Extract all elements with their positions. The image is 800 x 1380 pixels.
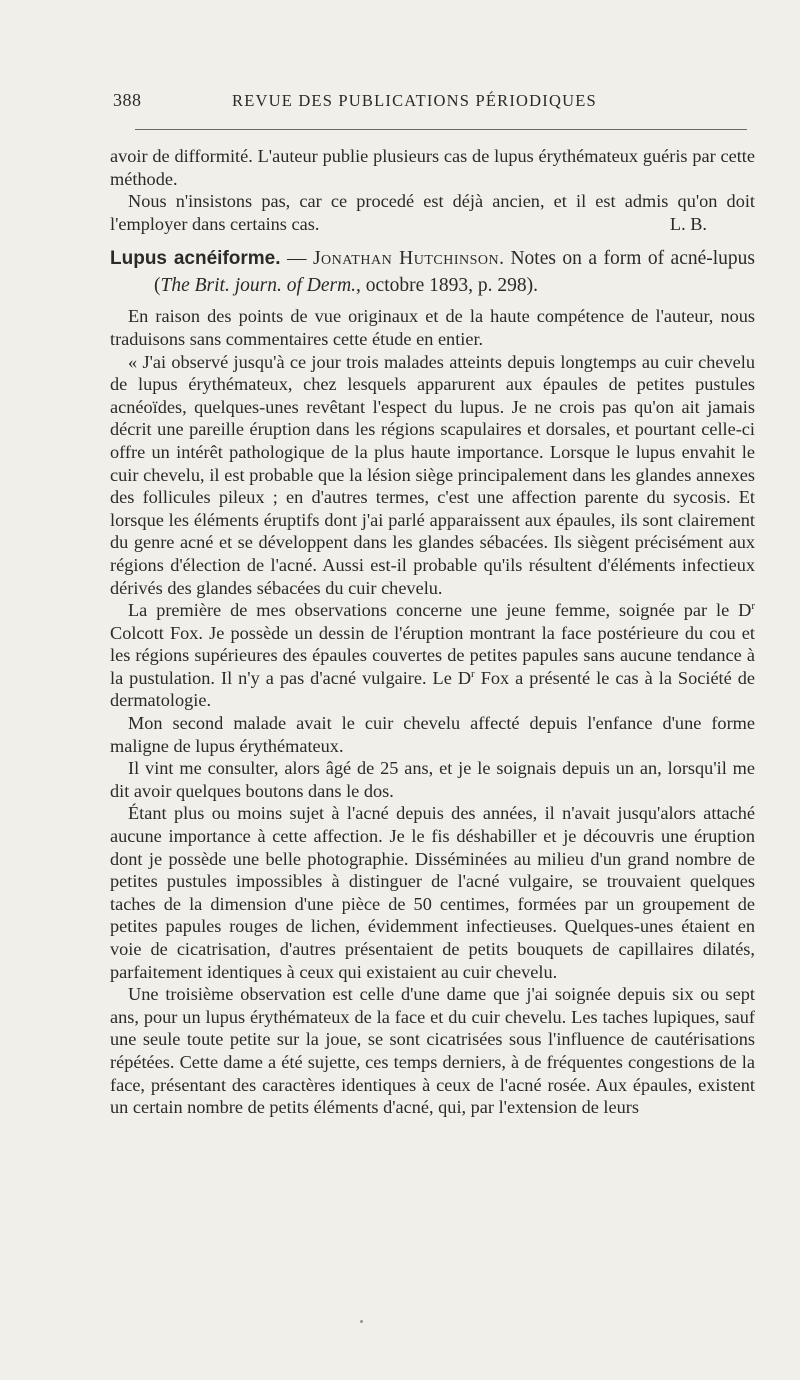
paragraph-text: La première de mes observations concerne une jeune femme, soignée par le D bbox=[128, 600, 752, 621]
running-title: REVUE DES PUBLICATIONS PÉRIODIQUES bbox=[232, 91, 597, 110]
paragraph: Étant plus ou moins sujet à l'acné depuis des années, il n'avait jusqu'alors attaché aucune importance à cette affection. Je le fis déshabiller et je découvris une éruption dont je possède une belle photographie. Disséminées au milieu d'un grand nombre de petites pustules impossibles à distinguer de l'acné vulgaire, se trouvaient quelques taches de la dimension d'une pièce de 50 centimes, formées par un groupement de petites papules rouges de lichen, évidemment infectieuses. Quelques-unes étaient en voie de cicatrisation, d'autres présentaient de petits bouquets de capillaires dilatés, parfaitement identiques à ceux qui existaient au cuir chevelu. bbox=[110, 803, 755, 982]
paragraph-text: Colcott Fox. Je possède un dessin de l'éruption montrant la face postérieure du cou et les régions supérieures des épaules couvertes de petites papules sans aucune tendance à la pustulation. Il n'y a pas d'acné vulgaire. Le D bbox=[110, 622, 755, 688]
title-text: . Notes on a form of acné-lupus ( bbox=[154, 248, 756, 297]
page-header bbox=[113, 90, 753, 116]
article-title-block bbox=[110, 245, 755, 299]
paragraph-text: Nous n'insistons pas, car ce procedé est déjà ancien, et il est admis qu'on doit l'employer dans certains cas. bbox=[110, 191, 755, 234]
title-dash: — bbox=[280, 248, 313, 270]
superscript: r bbox=[471, 667, 475, 680]
paragraph: avoir de difformité. L'auteur publie plusieurs cas de lupus érythémateux guéris par cette méthode. bbox=[110, 146, 755, 189]
paragraph-text: Fox a présenté le cas à la Société de dermatologie. bbox=[110, 667, 755, 711]
article-heading: Lupus acnéiforme. bbox=[110, 248, 281, 270]
paragraph: Mon second malade avait le cuir chevelu affecté depuis l'enfance d'une forme maligne de lupus érythémateux. bbox=[110, 713, 755, 756]
article-body bbox=[110, 145, 755, 1119]
article-title bbox=[110, 245, 755, 299]
paragraph: En raison des points de vue originaux et de la haute compétence de l'auteur, nous traduisons sans commentaires cette étude en entier. bbox=[110, 306, 755, 349]
paragraph-signed bbox=[110, 190, 755, 235]
paragraph bbox=[110, 599, 755, 712]
signature: L. B. bbox=[669, 213, 707, 234]
header-rule bbox=[135, 129, 747, 130]
paragraph: « J'ai observé jusqu'à ce jour trois malades atteints depuis longtemps au cuir chevelu de lupus érythémateux, chez lesquels apparurent aux épaules de petites pustules acnéoïdes, quelques-unes revêtant l'espect du lupus. Je ne crois pas qu'on ait jamais décrit une pareille éruption dans les régions scapulaires et dorsales, et pourtant celle-ci offre un intérêt pathologique de la plus haute importance. Lorsque le lupus envahit le cuir chevelu, il est probable que la lésion siège principalement dans les glandes annexes des follicules pileux ; en d'autres termes, c'est une affection parente du sycosis. Et lorsque les éléments éruptifs dont j'ai parlé apparaissent aux épaules, ils sont clairement du genre acné et se développent dans les glandes sébacées. Ils siègent précisément aux régions d'élection de l'acné. Aussi est-il probable qu'ils résultent d'éléments infectieux dérivés des glandes sébacées du cuir chevelu. bbox=[110, 351, 755, 598]
paragraph: Il vint me consulter, alors âgé de 25 ans, et je le soignais depuis un an, lorsqu'il me dit avoir quelques boutons dans le dos. bbox=[110, 758, 755, 801]
journal-name: The Brit. journ. of Derm. bbox=[160, 275, 357, 297]
article-author: Jonathan Hutchinson bbox=[312, 248, 500, 270]
paper-speck bbox=[360, 1320, 363, 1323]
citation-end: , octobre 1893, p. 298). bbox=[356, 275, 539, 297]
paragraph: Une troisième observation est celle d'une dame que j'ai soignée depuis six ou sept ans, pour un lupus érythémateux de la face et du cuir chevelu. Les taches lupiques, sauf une seule toute petite sur la joue, se sont cicatrisées sous l'influence de cautérisations répétées. Cette dame a été sujette, ces temps derniers, à de fréquentes congestions de la face, présentant des caractères identiques à ceux de l'acné rosée. Aux épaules, existent un certain nombre de petits éléments d'acné, qui, par l'extension de leurs bbox=[110, 984, 755, 1118]
page-number: 388 bbox=[113, 90, 142, 110]
superscript: r bbox=[751, 600, 755, 612]
